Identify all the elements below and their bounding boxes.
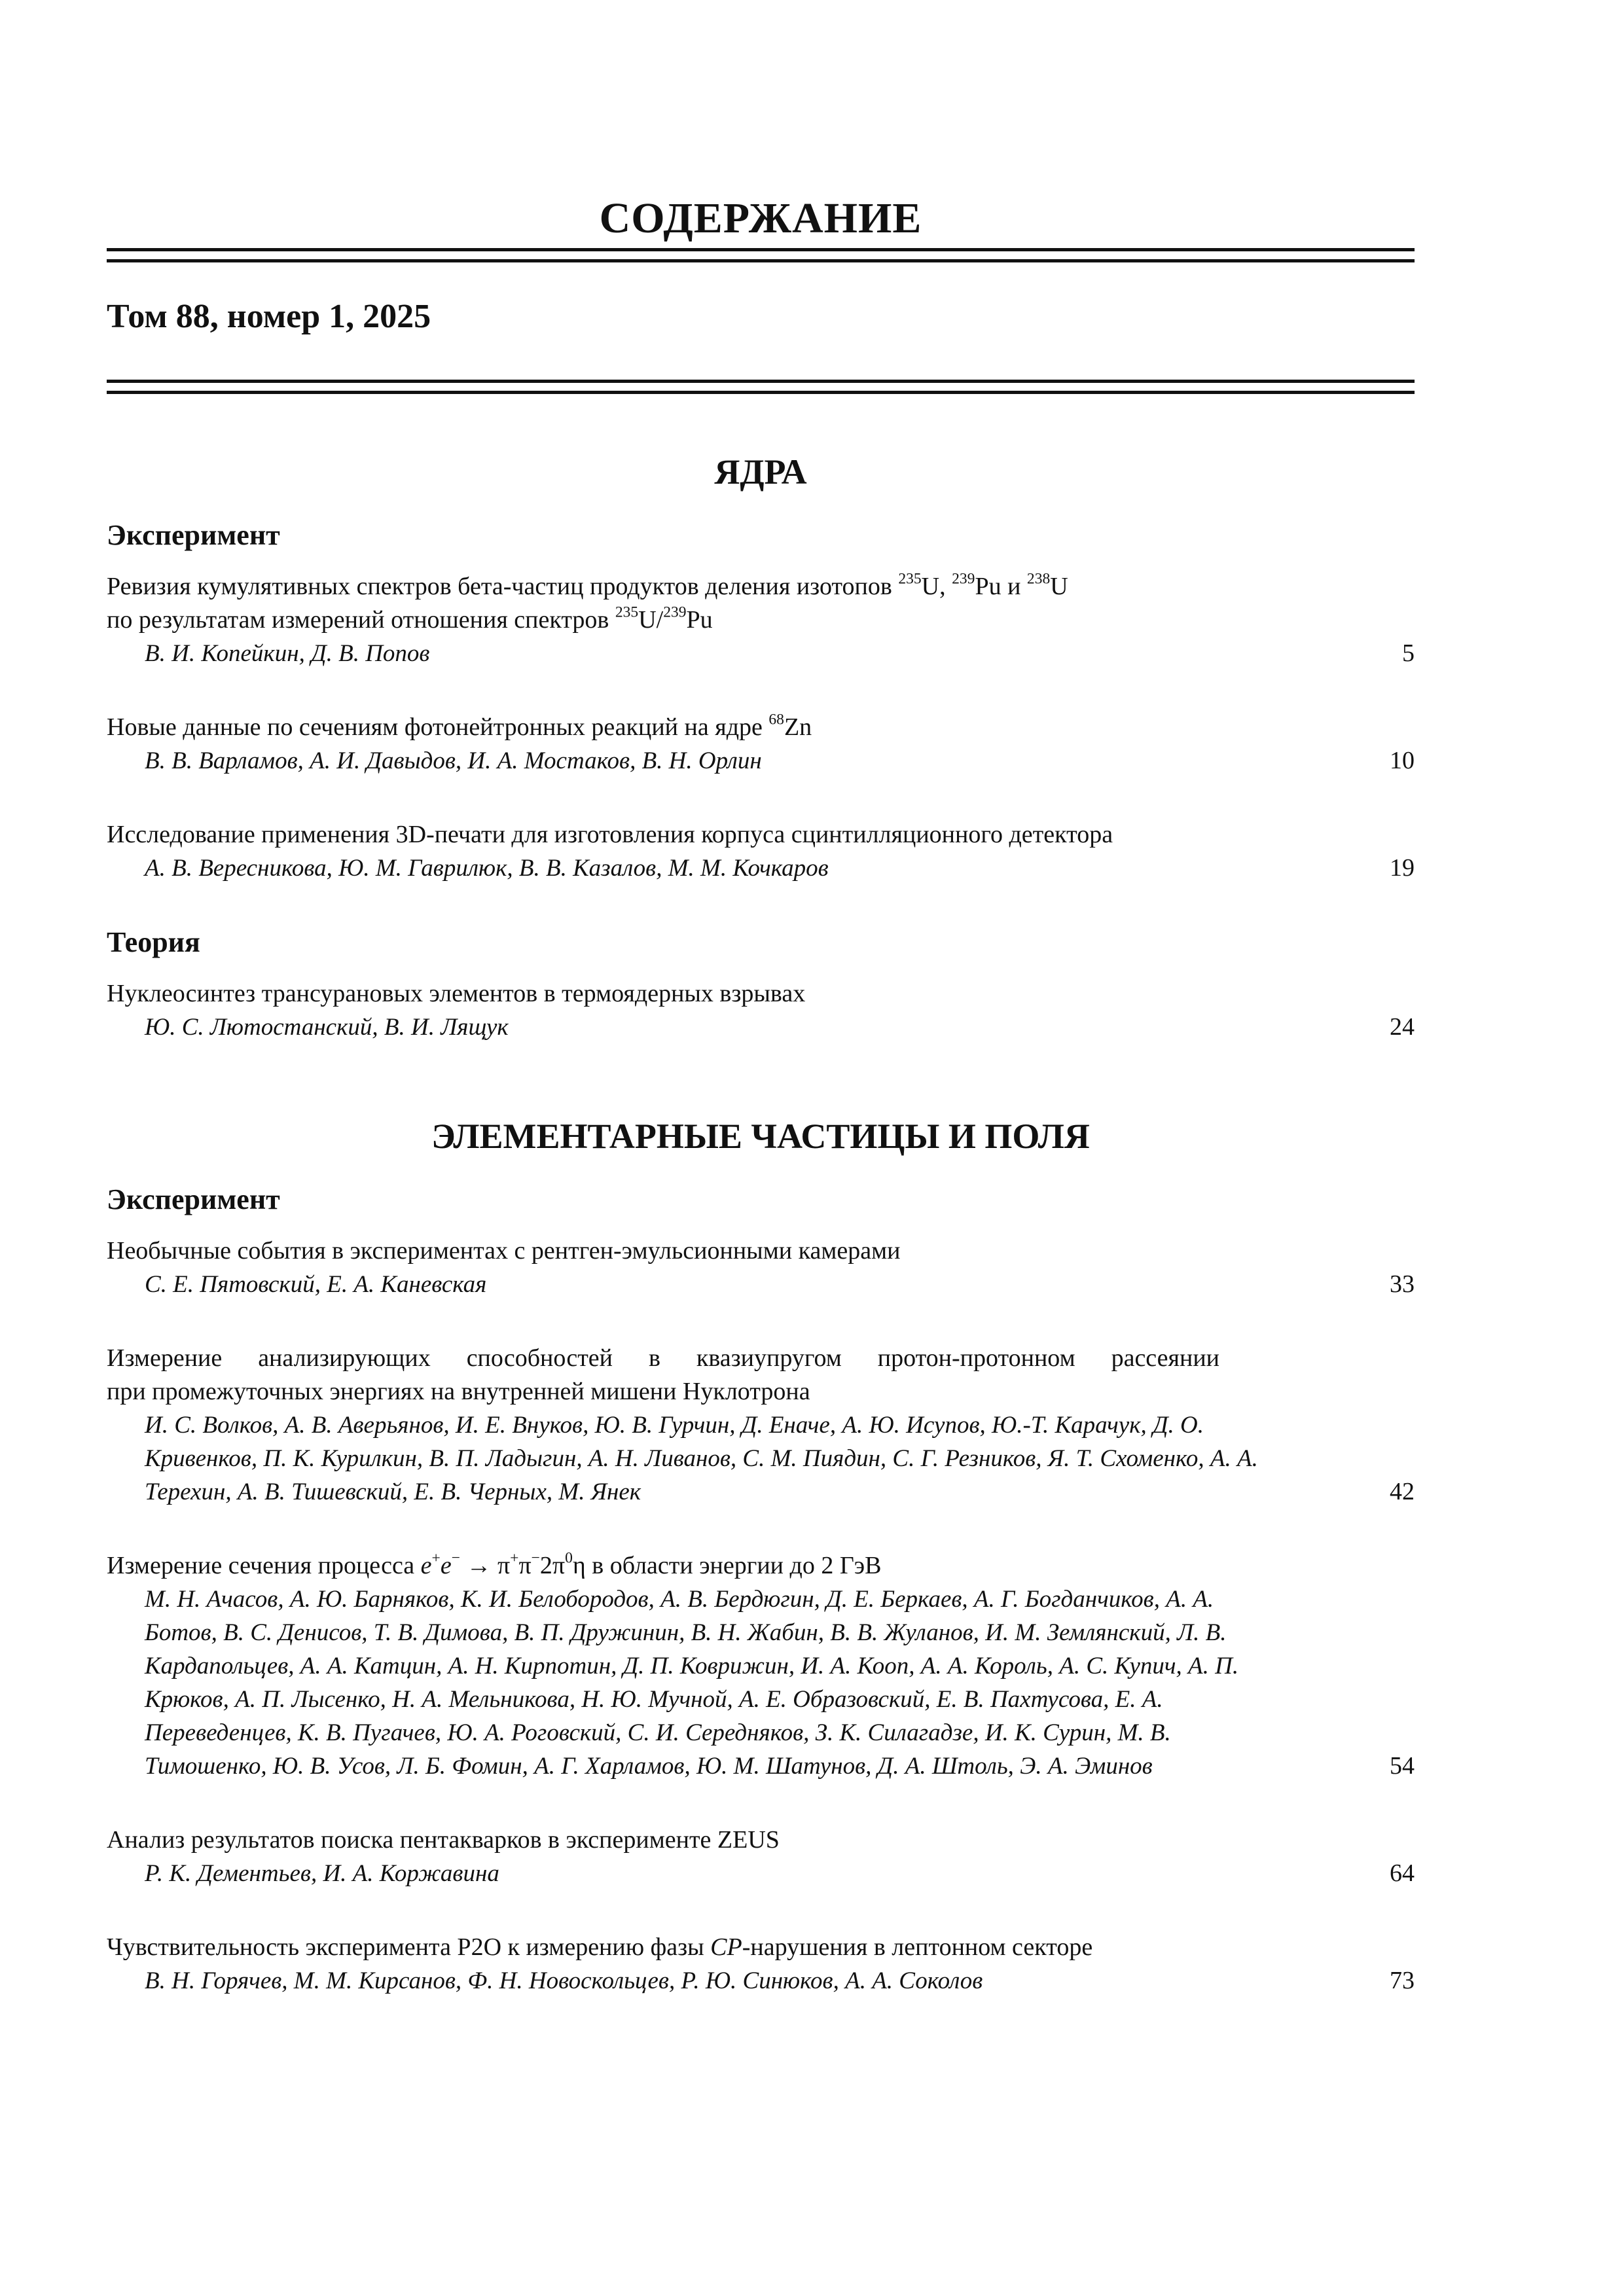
article-authors: Ю. С. Лютостанский, В. И. Лящук [145, 1014, 509, 1041]
article-title: Исследование применения 3D-печати для изготовления корпуса сцинтилляционного детектора [107, 821, 1113, 848]
subsection-title: Теория [107, 926, 200, 958]
toc-entry[interactable] [107, 1931, 1415, 1998]
authors-row [107, 744, 1415, 778]
article-title: Ревизия кумулятивных спектров бета-частиц продуктов деления изотопов $^{235}$U, $^{239}$Pu и $^{238}$U по результатам измерений отношения спектров $^{235}$U/$^{239}$Pu [107, 570, 1068, 634]
article-title: Чувствительность эксперимента P2O к измерению фазы CP-нарушения в лептонном секторе [107, 1933, 1093, 1961]
authors-row [107, 1011, 1415, 1044]
authors-row [107, 1408, 1415, 1509]
article-title: Новые данные по сечениям фотонейтронных реакций на ядре $^{68}$Zn [107, 711, 812, 741]
page-number: 19 [1390, 854, 1415, 882]
page-number: 54 [1390, 1752, 1415, 1780]
toc-entry[interactable] [107, 1823, 1415, 1890]
section-title: ЯДРА [714, 452, 807, 492]
article-authors: А. В. Вересникова, Ю. М. Гаврилюк, В. В. Казалов, М. М. Кочкаров [145, 855, 829, 882]
subsection-title: Эксперимент [107, 1183, 280, 1215]
page-number: 33 [1390, 1270, 1415, 1298]
authors-row [107, 1964, 1415, 1998]
page-number: 10 [1390, 747, 1415, 774]
double-rule-bottom [107, 380, 1415, 394]
toc-section [107, 452, 1415, 1044]
article-title: Анализ результатов поиска пентакварков в эксперименте ZEUS [107, 1826, 780, 1854]
article-title: Измерение анализирующих способностей в квазиупругом протон-протонном рассеянии при промежуточных энергиях на внутренней мишени Нуклотрона [107, 1344, 1219, 1405]
subsection-title: Эксперимент [107, 519, 280, 551]
authors-row [107, 1857, 1415, 1890]
authors-row [107, 637, 1415, 670]
article-authors: В. Н. Горячев, М. М. Кирсанов, Ф. Н. Новоскольцев, Р. Ю. Синюков, А. А. Соколов [145, 1967, 983, 1994]
issue-label: Том 88, номер 1, 2025 [107, 298, 431, 335]
toc-entry[interactable] [107, 1342, 1415, 1509]
page-number: 42 [1390, 1478, 1415, 1505]
article-authors: В. В. Варламов, А. И. Давыдов, И. А. Мостаков, В. Н. Орлин [145, 747, 762, 774]
authors-row [107, 1583, 1415, 1783]
toc-entry[interactable] [107, 711, 1415, 778]
article-title: Измерение сечения процесса $e^+e^- \to \pi^+\pi^-2\pi^0\eta$ в области энергии до 2 ГэВ [107, 1549, 882, 1579]
toc-entry[interactable] [107, 570, 1415, 670]
authors-row [107, 1268, 1415, 1301]
toc-section [107, 1116, 1415, 1998]
page-number: 73 [1390, 1967, 1415, 1994]
toc-entry[interactable] [107, 818, 1415, 885]
toc-entry[interactable] [107, 1549, 1415, 1783]
page-number: 24 [1390, 1013, 1415, 1041]
article-authors: В. И. Копейкин, Д. В. Попов [145, 640, 430, 667]
article-authors: М. Н. Ачасов, А. Ю. Барняков, К. И. Белобородов, А. В. Бердюгин, Д. Е. Беркаев, А. Г. Богданчиков, А. А. Ботов, В. С. Денисов, Т. В. Димова, В. П. Дружинин, В. Н. Жабин, В. В. Жуланов, И. М. Землянский, Л. В. Кардапольцев, А. А. Катцин, А. Н. Кирпотин, Д. П. Коврижин, И. А. Кооп, А. А. Король, А. С. Купич, А. П. Крюков, А. П. Лысенко, Н. А. Мельникова, Н. Ю. Мучной, А. Е. Образовский, Е. В. Пахтусова, Е. А. Переведенцев, К. В. Пугачев, Ю. А. Роговский, С. И. Середняков, З. К. Силагадзе, И. К. Сурин, М. В. Тимошенко, Ю. В. Усов, Л. Б. Фомин, А. Г. Харламов, Ю. М. Шатунов, Д. А. Штоль, Э. А. Эминов [145, 1586, 1239, 1780]
section-title: ЭЛЕМЕНТАРНЫЕ ЧАСТИЦЫ И ПОЛЯ [431, 1117, 1090, 1156]
article-title: Необычные события в экспериментах с рентген-эмульсионными камерами [107, 1237, 901, 1265]
article-authors: С. Е. Пятовский, Е. А. Каневская [145, 1271, 487, 1298]
toc-entry[interactable] [107, 1234, 1415, 1301]
page-title: СОДЕРЖАНИЕ [599, 194, 922, 242]
toc-sections [107, 452, 1415, 2038]
article-title: Нуклеосинтез трансурановых элементов в термоядерных взрывах [107, 980, 806, 1007]
article-authors: И. С. Волков, А. В. Аверьянов, И. Е. Внуков, Ю. В. Гурчин, Д. Еначе, А. Ю. Исупов, Ю.-Т. Карачук, Д. О. Кривенков, П. К. Курилкин, В. П. Ладыгин, А. Н. Ливанов, С. М. Пиядин, С. Г. Резников, Я. Т. Схоменко, А. А. Терехин, А. В. Тишевский, Е. В. Черных, М. Янек [145, 1412, 1258, 1505]
authors-row [107, 852, 1415, 885]
page-number: 5 [1402, 639, 1415, 667]
article-authors: Р. К. Дементьев, И. А. Коржавина [145, 1860, 499, 1887]
toc-entry[interactable] [107, 977, 1415, 1044]
double-rule-top [107, 248, 1415, 262]
page-number: 64 [1390, 1859, 1415, 1887]
